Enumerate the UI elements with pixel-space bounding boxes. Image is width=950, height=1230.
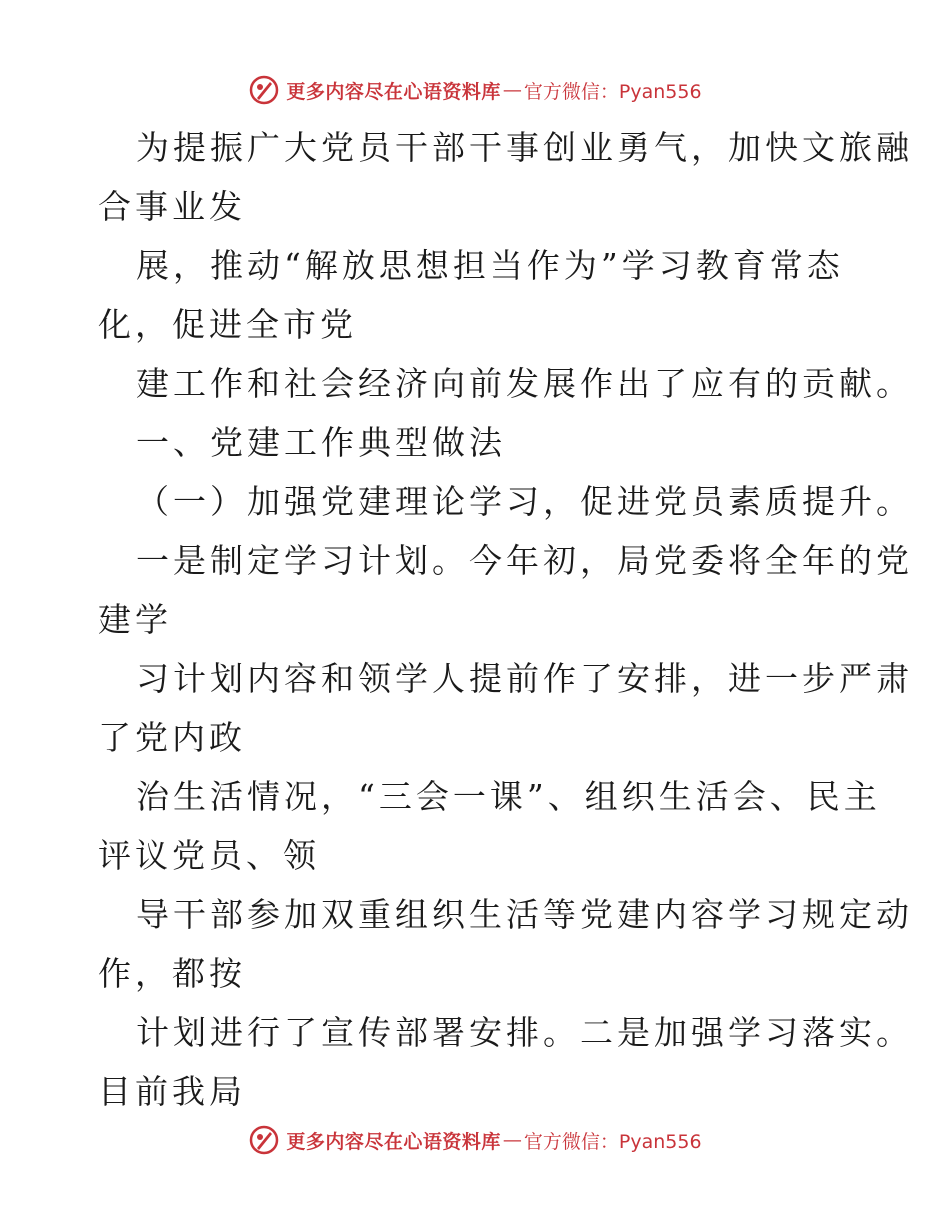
text-line: 合事业发 (98, 187, 246, 226)
quill-logo-icon (248, 1124, 280, 1156)
banner-dash: — (502, 1129, 522, 1151)
banner-wechat: 官方微信：Pyan556 (523, 1130, 702, 1153)
text-line: 治生活情况，“三会一课”、组织生活会、民主 (136, 777, 881, 816)
text-line: 计划进行了宣传部署安排。二是加强学习落实。 (136, 1013, 913, 1052)
text-line: 一是制定学习计划。今年初，局党委将全年的党 (136, 541, 913, 580)
text-line: 目前我局 (98, 1072, 246, 1111)
text-line: 建工作和社会经济向前发展作出了应有的贡献。 (136, 364, 913, 403)
banner-title: 更多内容尽在心语资料库 (286, 1130, 501, 1153)
text-line: 评议党员、领 (98, 836, 320, 875)
banner-dash: — (502, 79, 522, 101)
quill-logo-icon (248, 74, 280, 106)
text-line: 了党内政 (98, 718, 246, 757)
subsection-heading: （一）加强党建理论学习，促进党员素质提升。 (136, 482, 913, 521)
text-line: 作，都按 (98, 954, 246, 993)
section-heading: 一、党建工作典型做法 (136, 423, 506, 462)
text-line: 展，推动“解放思想担当作为”学习教育常态 (136, 246, 844, 285)
text-line: 建学 (98, 600, 172, 639)
text-line: 习计划内容和领学人提前作了安排，进一步严肃 (136, 659, 913, 698)
header-banner (0, 70, 950, 110)
text-line: 导干部参加双重组织生活等党建内容学习规定动 (136, 895, 913, 934)
banner-title: 更多内容尽在心语资料库 (286, 80, 501, 103)
document-body (98, 118, 913, 1121)
text-line: 为提振广大党员干部干事创业勇气，加快文旅融 (136, 128, 913, 167)
footer-banner (0, 1120, 950, 1160)
text-line: 化，促进全市党 (98, 305, 357, 344)
banner-wechat: 官方微信：Pyan556 (523, 80, 702, 103)
